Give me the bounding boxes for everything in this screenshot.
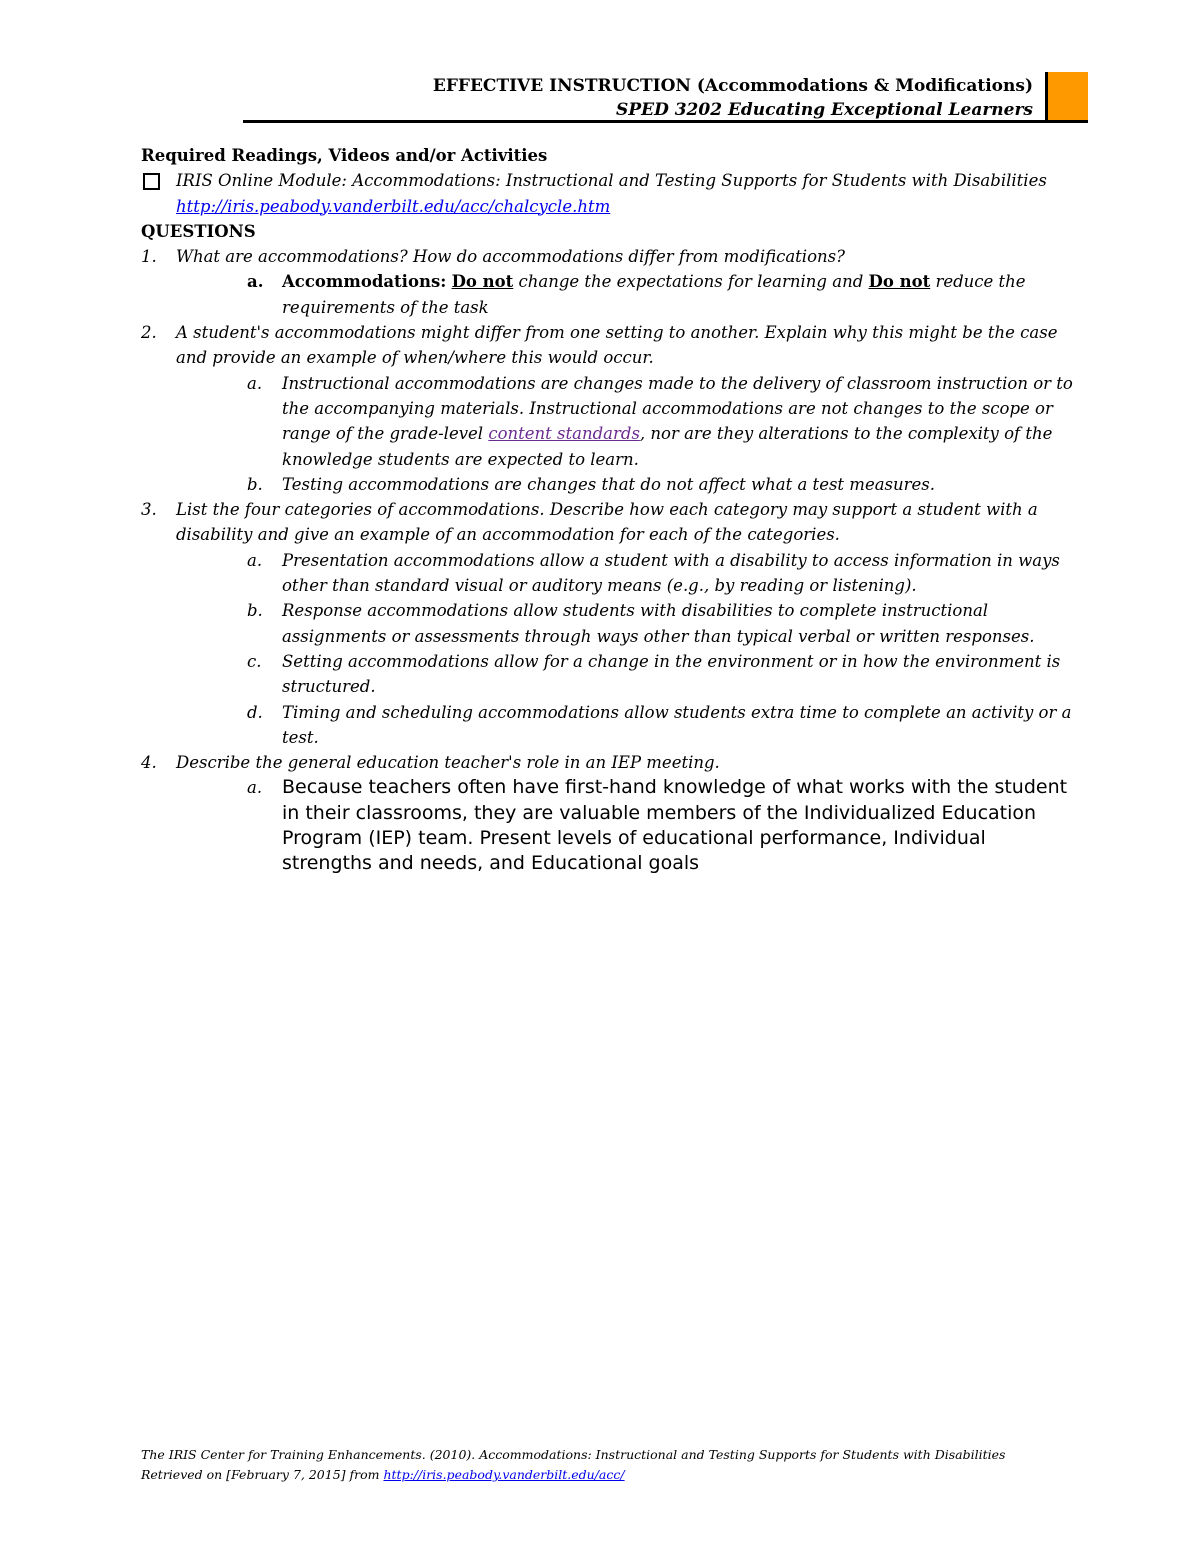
answer-item xyxy=(176,371,1081,472)
answer-emphasis: Do not xyxy=(868,272,931,292)
answer-text: , nor are they alterations to the complexity of the knowledge students are expected to learn. xyxy=(282,424,1053,469)
question-item xyxy=(141,750,1081,876)
answer-item xyxy=(176,649,1081,700)
answer-letter: a. xyxy=(247,550,263,570)
question-text: A student's accommodations might differ from one setting to another. Explain why this might be the case and provide an example of when/where this would occur. xyxy=(176,323,1058,368)
answer-text: Testing accommodations are changes that do not affect what a test measures. xyxy=(282,474,936,494)
question-text: Describe the general education teacher's role in an IEP meeting. xyxy=(176,753,720,773)
header-subtitle: SPED 3202 Educating Exceptional Learners xyxy=(616,100,1033,120)
answer-emphasis: Do not xyxy=(451,272,514,292)
question-text: What are accommodations? How do accommodations differ from modifications? xyxy=(176,247,845,267)
answer-list xyxy=(176,269,1081,320)
answer-list xyxy=(176,548,1081,750)
question-number: 3. xyxy=(141,500,157,520)
answer-letter: a. xyxy=(247,373,263,393)
reading-item-text: IRIS Online Module: Accommodations: Instructional and Testing Supports for Students with Disabilities xyxy=(176,171,1047,191)
answer-letter: a. xyxy=(247,778,263,798)
reading-link[interactable]: http://iris.peabody.vanderbilt.edu/acc/chalcycle.htm xyxy=(176,196,611,216)
answer-letter: b. xyxy=(247,474,263,494)
answer-item xyxy=(176,598,1081,649)
checkbox-icon[interactable] xyxy=(143,173,160,190)
answer-letter: b. xyxy=(247,601,263,621)
answer-letter: c. xyxy=(247,651,262,671)
answer-item xyxy=(176,548,1081,599)
page-header xyxy=(243,72,1088,124)
footer-citation: The IRIS Center for Training Enhancements. (2010). Accommodations: Instructional and Testing Supports for Students with Disabilities xyxy=(141,1447,1006,1462)
header-accent-box xyxy=(1045,72,1088,120)
answer-list xyxy=(176,775,1081,876)
question-number: 1. xyxy=(141,247,157,267)
header-title: EFFECTIVE INSTRUCTION (Accommodations & Modifications) xyxy=(432,76,1033,96)
answer-item xyxy=(176,775,1081,876)
page-footer xyxy=(141,1445,1091,1485)
question-item xyxy=(141,244,1081,320)
answer-list xyxy=(176,371,1081,497)
answer-item xyxy=(176,700,1081,751)
question-item xyxy=(141,320,1081,497)
answer-item xyxy=(176,269,1081,320)
answer-text: Because teachers often have first-hand knowledge of what works with the student in their classrooms, they are valuable members of the Individualized Education Program (IEP) team. Present levels of educational performance, Individual strengths and needs, and Educational goals xyxy=(282,776,1068,875)
content-standards-link[interactable]: content standards xyxy=(488,424,640,444)
answer-text: Presentation accommodations allow a student with a disability to access information in ways other than standard visual or auditory means (e.g., by reading or listening). xyxy=(282,550,1060,596)
answer-label: Accommodations: xyxy=(282,272,447,292)
answer-text: Timing and scheduling accommodations allow students extra time to complete an activity or a test. xyxy=(282,702,1072,747)
answer-text: Instructional accommodations are changes made to the delivery of classroom instruction or to the accompanying materials. Instructional accommodations are not changes to the scope or range of the grade-level xyxy=(282,373,1073,444)
answer-letter: d. xyxy=(247,702,263,722)
footer-link[interactable]: http://iris.peabody.vanderbilt.edu/acc/ xyxy=(383,1467,625,1482)
header-rule xyxy=(243,120,1088,123)
question-text: List the four categories of accommodations. Describe how each category may support a student with a disability and give an example of an accommodation for each of the categories. xyxy=(176,500,1038,545)
answer-text: Setting accommodations allow for a change in the environment or in how the environment is structured. xyxy=(282,651,1061,697)
question-number: 4. xyxy=(141,753,157,773)
answer-text: reduce the requirements of the task xyxy=(282,272,1026,317)
questions-heading: QUESTIONS xyxy=(141,221,256,241)
reading-item xyxy=(141,168,1081,219)
answer-letter: a. xyxy=(247,272,264,292)
document-body xyxy=(141,143,1081,877)
readings-heading: Required Readings, Videos and/or Activities xyxy=(141,146,548,165)
footer-retrieved-text: Retrieved on [February 7, 2015] from xyxy=(141,1467,384,1482)
header-text xyxy=(433,74,1033,123)
answer-text: Response accommodations allow students with disabilities to complete instructional assignments or assessments through ways other than typical verbal or written responses. xyxy=(282,601,1035,646)
questions-list xyxy=(141,244,1081,876)
answer-item xyxy=(176,472,1081,497)
footer-retrieved xyxy=(141,1465,1091,1485)
question-number: 2. xyxy=(141,323,157,343)
answer-text: change the expectations for learning and xyxy=(513,272,869,292)
question-item xyxy=(141,497,1081,750)
